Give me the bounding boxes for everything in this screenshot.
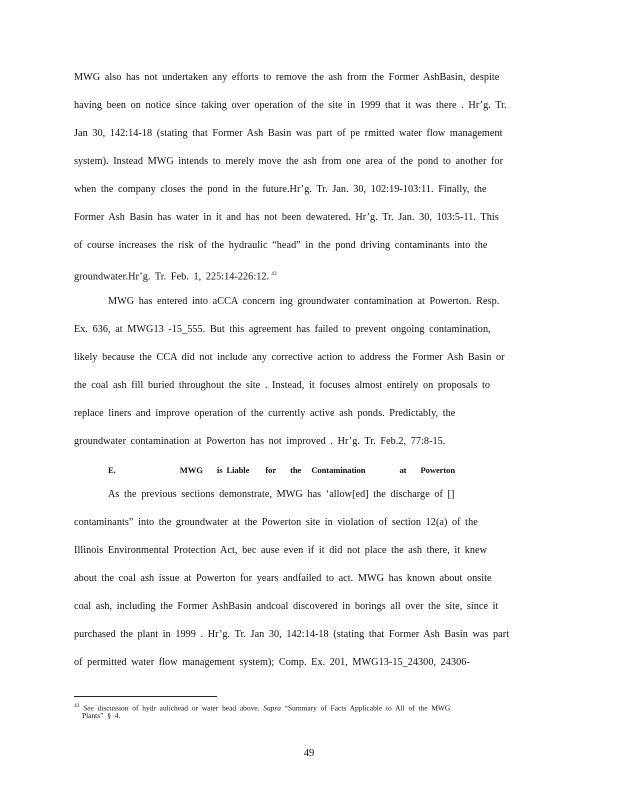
heading-word: is Liable	[216, 465, 250, 475]
footnote-divider	[74, 696, 217, 697]
section-letter: E.	[108, 465, 116, 475]
body-line: groundwater contamination at Powerton has not improved . Hr’g. Tr. Feb.2, 77:8-15.	[74, 436, 446, 447]
body-line: having been on notice since taking over operation of the site in 1999 that it was there . Hr’g. Tr.	[74, 100, 507, 111]
body-line: Illinois Environmental Protection Act, bec ause even if it did not place the ash there, it knew	[74, 545, 488, 556]
heading-word: Powerton	[420, 465, 456, 475]
heading-word: the	[290, 465, 302, 475]
body-line: of course increases the risk of the hydraulic “head” in the pond driving contaminants into the	[74, 240, 488, 251]
body-line: MWG has entered into aCCA concern ing groundwater contamination at Powerton. Resp.	[108, 296, 500, 307]
footnote-text: discussion of hydr aulichead or water head above.	[97, 703, 260, 713]
body-line: contaminants” into the groundwater at the Powerton site in violation of section 12(a) of the	[74, 517, 478, 528]
body-line-text: groundwater.Hr’g. Tr. Feb. 1, 225:14-226:12.	[74, 271, 270, 283]
footnote-number: 43	[74, 703, 80, 709]
footnote-line: Plants” § 4.	[82, 711, 121, 720]
footnote-signal: See	[83, 703, 94, 713]
body-line: MWG also has not undertaken any efforts to remove the ash from the Former AshBasin, despite	[74, 72, 500, 83]
body-line: Jan 30, 142:14-18 (stating that Former Ash Basin was part of pe rmitted water flow management	[74, 128, 503, 139]
body-line: when the company closes the pond in the future.Hr’g. Tr. Jan. 30, 102:19-103:11. Finally, the	[74, 184, 487, 195]
body-line: Former Ash Basin has water in it and has not been dewatered. Hr’g. Tr. Jan. 30, 103:5-11. This	[74, 212, 499, 223]
heading-word: for	[265, 465, 277, 475]
body-line	[74, 268, 277, 283]
body-line: replace liners and improve operation of the currently active ash ponds. Predictably, the	[74, 408, 456, 419]
body-line: the coal ash fill buried throughout the site . Instead, it focuses almost entirely on proposals to	[74, 380, 491, 391]
heading-word: Contamination	[311, 465, 366, 475]
body-line: system). Instead MWG intends to merely move the ash from one area of the pond to another for	[74, 156, 504, 167]
page-number: 49	[303, 748, 315, 759]
body-line: likely because the CCA did not include any corrective action to address the Former Ash Basin or	[74, 352, 505, 363]
footnote-text: “Summary of Facts Applicable to All of the MWG	[284, 703, 451, 713]
body-line: of permitted water flow management system); Comp. Ex. 201, MWG13-15_24300, 24306-	[74, 657, 470, 668]
section-heading	[108, 464, 455, 476]
footnote-signal: Supra	[263, 703, 281, 713]
footnote-reference[interactable]: 43	[271, 271, 277, 277]
body-line: coal ash, including the Former AshBasin andcoal discovered in borings all over the site, since it	[74, 601, 499, 612]
body-line: purchased the plant in 1999 . Hr’g. Tr. Jan 30, 142:14-18 (stating that Former Ash Basin was part	[74, 629, 510, 640]
body-line: about the coal ash issue at Powerton for years andfailed to act. MWG has known about onsite	[74, 573, 492, 584]
footnote	[74, 702, 450, 712]
body-line: Ex. 636, at MWG13 -15_555. But this agreement has failed to prevent ongoing contamination,	[74, 324, 491, 335]
heading-word: at	[399, 465, 407, 475]
body-line: As the previous sections demonstrate, MWG has ‘allow[ed] the discharge of []	[108, 489, 455, 500]
heading-word: MWG	[179, 465, 203, 475]
